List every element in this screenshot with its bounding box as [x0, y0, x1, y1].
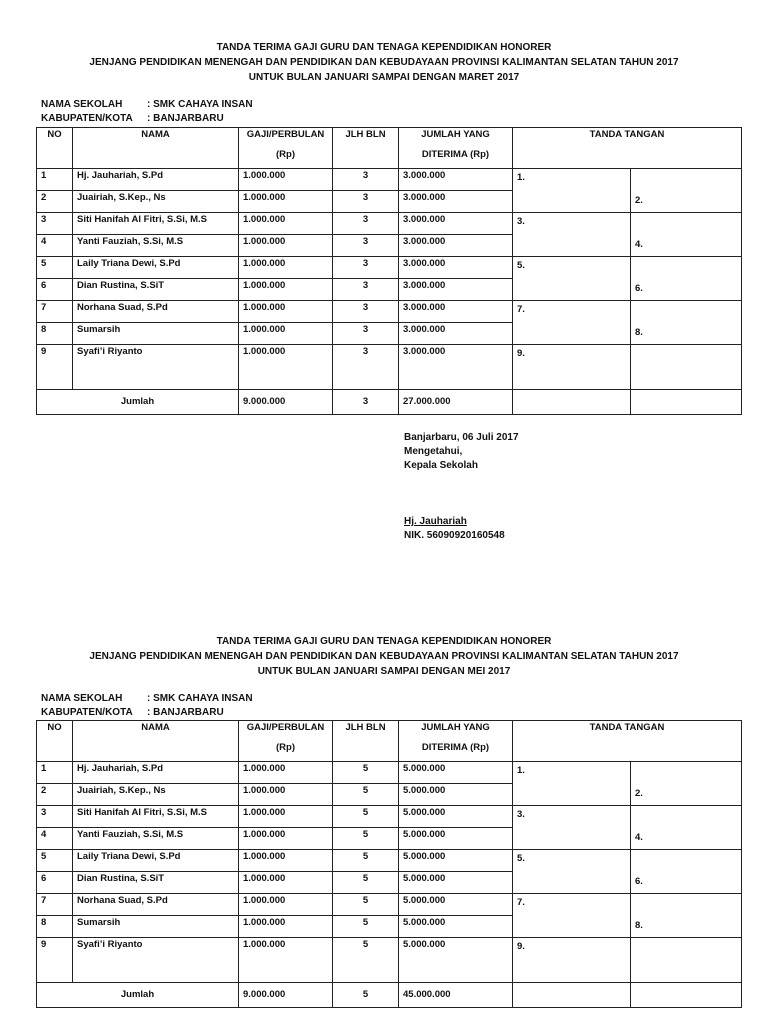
doc2-total-row [37, 983, 742, 1008]
row-no: 4 [37, 828, 73, 850]
row-nama: Laily Triana Dewi, S.Pd [73, 257, 239, 279]
row-no: 9 [37, 345, 73, 390]
doc2-header [0, 634, 768, 679]
doc1-city-label: KABUPATEN/KOTA [41, 113, 133, 124]
doc2-salary-table [36, 720, 742, 1008]
doc2-title-line3: UNTUK BULAN JANUARI SAMPAI DENGAN MEI 2017 [257, 666, 511, 677]
row-gaji: 1.000.000 [239, 806, 333, 828]
row-nama: Juairiah, S.Kep., Ns [73, 784, 239, 806]
row-jumlah: 5.000.000 [399, 784, 513, 806]
doc2-school-value: : SMK CAHAYA INSAN [147, 693, 253, 704]
row-bln: 3 [333, 191, 399, 213]
row-no: 5 [37, 257, 73, 279]
row-gaji: 1.000.000 [239, 169, 333, 191]
row-gaji: 1.000.000 [239, 828, 333, 850]
row-bln: 5 [333, 916, 399, 938]
row-jumlah: 5.000.000 [399, 894, 513, 916]
table-row [37, 213, 742, 235]
place-date: Banjarbaru, 06 Juli 2017 [404, 432, 519, 443]
row-nama: Yanti Fauziah, S.Si, M.S [73, 828, 239, 850]
doc1-header [0, 40, 768, 85]
row-gaji: 1.000.000 [239, 235, 333, 257]
row-gaji: 1.000.000 [239, 938, 333, 983]
row-gaji: 1.000.000 [239, 191, 333, 213]
doc1-title-line2: JENJANG PENDIDIKAN MENENGAH DAN PENDIDIKAN DAN KEBUDAYAAN PROVINSI KALIMANTAN SELATAN TAHUN 2017 [89, 57, 679, 68]
row-nama: Dian Rustina, S.SiT [73, 279, 239, 301]
row-jumlah: 3.000.000 [399, 323, 513, 345]
row-jumlah: 3.000.000 [399, 235, 513, 257]
row-no: 9 [37, 938, 73, 983]
doc1-city-value: : BANJARBARU [147, 113, 224, 124]
row-nama: Hj. Jauhariah, S.Pd [73, 762, 239, 784]
row-no: 8 [37, 916, 73, 938]
doc1-col-nama: NAMA [73, 128, 239, 149]
doc1-salary-table [36, 127, 742, 415]
row-gaji: 1.000.000 [239, 784, 333, 806]
row-bln: 3 [333, 169, 399, 191]
total-bln: 5 [333, 983, 399, 1008]
signature-slot: 4. [631, 213, 742, 257]
kepala-sekolah-text: Kepala Sekolah [404, 460, 478, 471]
table-row [37, 301, 742, 323]
doc1-col-gaji-unit: (Rp) [239, 148, 333, 169]
row-jumlah: 3.000.000 [399, 191, 513, 213]
total-label: Jumlah [37, 390, 239, 415]
row-bln: 3 [333, 301, 399, 323]
table-row [37, 806, 742, 828]
doc2-col-gaji: GAJI/PERBULAN [239, 721, 333, 742]
doc1-signature-block [404, 431, 519, 543]
row-jumlah: 3.000.000 [399, 279, 513, 301]
doc2-col-gaji-unit: (Rp) [239, 741, 333, 762]
row-nama: Norhana Suad, S.Pd [73, 301, 239, 323]
signature-slot: 8. [631, 894, 742, 938]
row-jumlah: 3.000.000 [399, 213, 513, 235]
doc2-school-info [41, 692, 253, 720]
row-jumlah: 3.000.000 [399, 257, 513, 279]
row-jumlah: 5.000.000 [399, 828, 513, 850]
signature-slot: 4. [631, 806, 742, 850]
row-bln: 5 [333, 828, 399, 850]
doc2-col-no: NO [37, 721, 73, 742]
doc2-col-ttd: TANDA TANGAN [513, 721, 742, 742]
row-no: 3 [37, 213, 73, 235]
row-jumlah: 5.000.000 [399, 938, 513, 983]
table-row [37, 762, 742, 784]
row-jumlah: 5.000.000 [399, 762, 513, 784]
doc2-header-row-1 [37, 721, 742, 742]
row-bln: 5 [333, 894, 399, 916]
doc2-city-value: : BANJARBARU [147, 707, 224, 718]
row-gaji: 1.000.000 [239, 894, 333, 916]
total-jumlah: 27.000.000 [399, 390, 513, 415]
table-row [37, 345, 742, 390]
row-bln: 5 [333, 806, 399, 828]
row-bln: 5 [333, 938, 399, 983]
row-no: 7 [37, 301, 73, 323]
doc2-col-jumlah: JUMLAH YANG [399, 721, 513, 742]
row-gaji: 1.000.000 [239, 345, 333, 390]
row-no: 2 [37, 784, 73, 806]
row-bln: 5 [333, 762, 399, 784]
row-gaji: 1.000.000 [239, 762, 333, 784]
doc2-title-line1: TANDA TERIMA GAJI GURU DAN TENAGA KEPENDIDIKAN HONORER [216, 636, 552, 647]
row-gaji: 1.000.000 [239, 279, 333, 301]
signature-slot: 1. [513, 169, 631, 213]
row-gaji: 1.000.000 [239, 323, 333, 345]
doc1-header-row-2 [37, 148, 742, 169]
signature-slot: 8. [631, 301, 742, 345]
row-nama: Laily Triana Dewi, S.Pd [73, 850, 239, 872]
signature-slot: 9. [513, 938, 631, 983]
total-bln: 3 [333, 390, 399, 415]
row-jumlah: 3.000.000 [399, 301, 513, 323]
table-row [37, 169, 742, 191]
row-bln: 3 [333, 345, 399, 390]
mengetahui-text: Mengetahui, [404, 446, 463, 457]
doc1-school-info [41, 98, 253, 126]
row-no: 5 [37, 850, 73, 872]
signature-slot: 5. [513, 850, 631, 894]
doc2-school-label: NAMA SEKOLAH [41, 693, 123, 704]
row-no: 6 [37, 279, 73, 301]
row-nama: Juairiah, S.Kep., Ns [73, 191, 239, 213]
signature-slot: 7. [513, 894, 631, 938]
row-jumlah: 5.000.000 [399, 916, 513, 938]
row-no: 7 [37, 894, 73, 916]
row-nama: Yanti Fauziah, S.Si, M.S [73, 235, 239, 257]
row-jumlah: 3.000.000 [399, 345, 513, 390]
row-bln: 3 [333, 235, 399, 257]
row-jumlah: 5.000.000 [399, 806, 513, 828]
row-nama: Hj. Jauhariah, S.Pd [73, 169, 239, 191]
row-nama: Siti Hanifah Al Fitri, S.Si, M.S [73, 213, 239, 235]
row-nama: Siti Hanifah Al Fitri, S.Si, M.S [73, 806, 239, 828]
row-no: 6 [37, 872, 73, 894]
signature-slot: 5. [513, 257, 631, 301]
doc1-col-jlh: JLH BLN [333, 128, 399, 149]
signature-slot: 6. [631, 850, 742, 894]
doc1-header-row-1 [37, 128, 742, 149]
row-nama: Syafi’i Riyanto [73, 345, 239, 390]
row-bln: 5 [333, 850, 399, 872]
row-bln: 3 [333, 323, 399, 345]
doc2-city-label: KABUPATEN/KOTA [41, 707, 133, 718]
doc1-col-jumlah: JUMLAH YANG [399, 128, 513, 149]
total-gaji: 9.000.000 [239, 390, 333, 415]
row-no: 2 [37, 191, 73, 213]
signer-nik: NIK. 56090920160548 [404, 530, 505, 541]
doc1-school-value: : SMK CAHAYA INSAN [147, 99, 253, 110]
signature-slot: 6. [631, 257, 742, 301]
doc2-title-line2: JENJANG PENDIDIKAN MENENGAH DAN PENDIDIKAN DAN KEBUDAYAAN PROVINSI KALIMANTAN SELATAN TAHUN 2017 [89, 651, 679, 662]
doc1-col-gaji: GAJI/PERBULAN [239, 128, 333, 149]
row-no: 8 [37, 323, 73, 345]
row-jumlah: 5.000.000 [399, 850, 513, 872]
doc1-title-line1: TANDA TERIMA GAJI GURU DAN TENAGA KEPENDIDIKAN HONORER [216, 42, 552, 53]
doc1-col-ttd: TANDA TANGAN [513, 128, 742, 149]
table-row [37, 938, 742, 983]
signer-name: Hj. Jauhariah [404, 516, 467, 527]
doc2-col-nama: NAMA [73, 721, 239, 742]
signature-slot: 1. [513, 762, 631, 806]
row-bln: 5 [333, 784, 399, 806]
doc1-col-no: NO [37, 128, 73, 149]
total-jumlah: 45.000.000 [399, 983, 513, 1008]
row-gaji: 1.000.000 [239, 301, 333, 323]
signature-slot: 3. [513, 806, 631, 850]
row-jumlah: 3.000.000 [399, 169, 513, 191]
row-jumlah: 5.000.000 [399, 872, 513, 894]
signature-slot: 9. [513, 345, 631, 390]
signature-slot: 2. [631, 762, 742, 806]
row-gaji: 1.000.000 [239, 850, 333, 872]
table-row [37, 850, 742, 872]
row-nama: Sumarsih [73, 916, 239, 938]
row-gaji: 1.000.000 [239, 257, 333, 279]
doc1-total-row [37, 390, 742, 415]
row-no: 4 [37, 235, 73, 257]
signature-slot: 7. [513, 301, 631, 345]
signature-slot: 2. [631, 169, 742, 213]
row-nama: Dian Rustina, S.SiT [73, 872, 239, 894]
row-no: 1 [37, 169, 73, 191]
row-bln: 5 [333, 872, 399, 894]
row-nama: Sumarsih [73, 323, 239, 345]
row-bln: 3 [333, 257, 399, 279]
doc2-col-jlh: JLH BLN [333, 721, 399, 742]
row-gaji: 1.000.000 [239, 213, 333, 235]
signature-slot: 3. [513, 213, 631, 257]
row-gaji: 1.000.000 [239, 916, 333, 938]
row-nama: Norhana Suad, S.Pd [73, 894, 239, 916]
table-row [37, 894, 742, 916]
row-bln: 3 [333, 213, 399, 235]
row-nama: Syafi’i Riyanto [73, 938, 239, 983]
row-no: 3 [37, 806, 73, 828]
row-no: 1 [37, 762, 73, 784]
doc2-header-row-2 [37, 741, 742, 762]
row-bln: 3 [333, 279, 399, 301]
table-row [37, 257, 742, 279]
row-gaji: 1.000.000 [239, 872, 333, 894]
doc2-col-jumlah-unit: DITERIMA (Rp) [399, 741, 513, 762]
doc1-col-jumlah-unit: DITERIMA (Rp) [399, 148, 513, 169]
doc1-title-line3: UNTUK BULAN JANUARI SAMPAI DENGAN MARET 2017 [248, 72, 520, 83]
total-gaji: 9.000.000 [239, 983, 333, 1008]
doc1-school-label: NAMA SEKOLAH [41, 99, 123, 110]
total-label: Jumlah [37, 983, 239, 1008]
